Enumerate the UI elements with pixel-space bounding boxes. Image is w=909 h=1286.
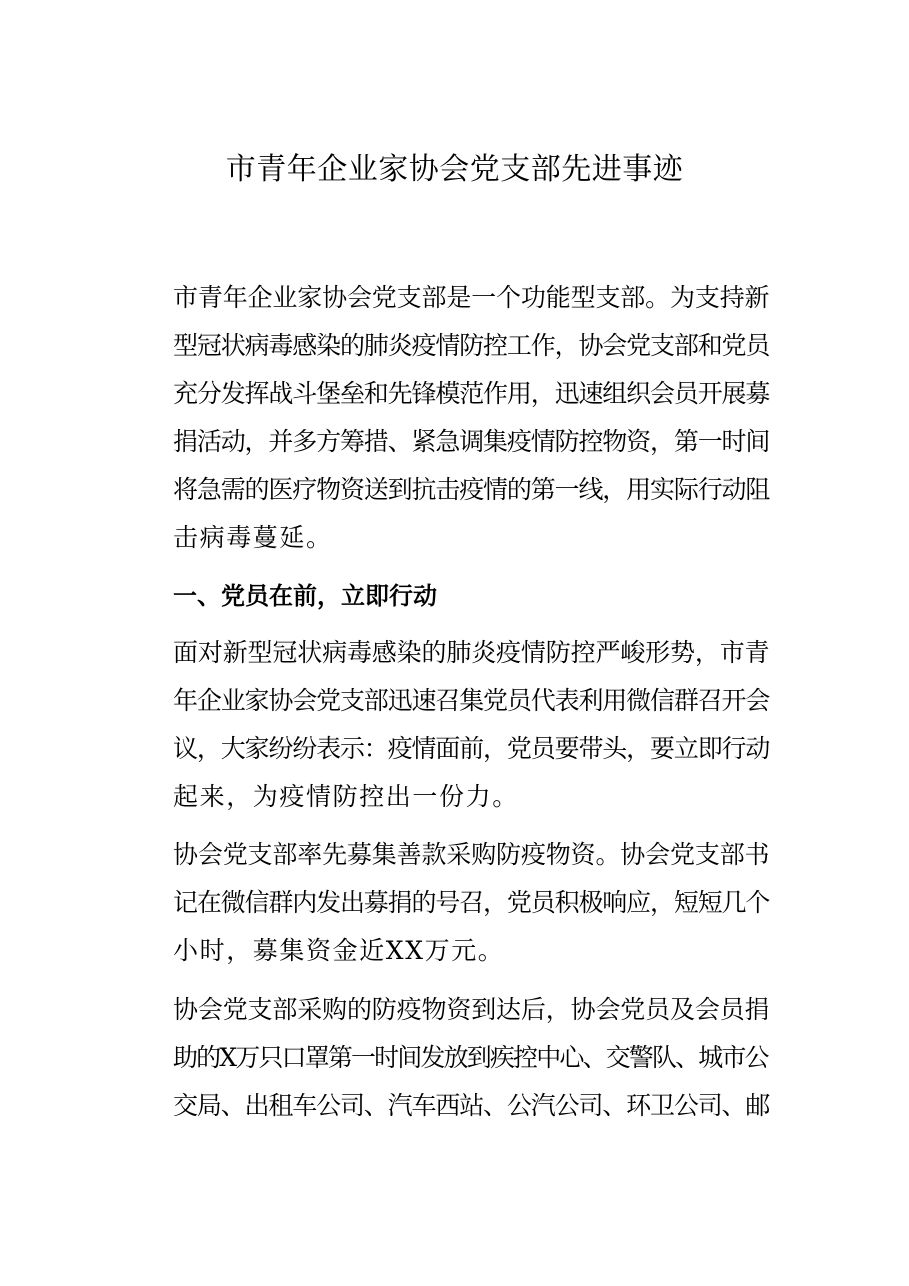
text-line: 助的X万只口罩第一时间发放到疾控中心、交警队、城市公 [173, 1043, 768, 1072]
text-line: 协会党支部率先募集善款采购防疫物资。协会党支部书 [173, 840, 770, 869]
document-title: 市青年企业家协会党支部先进事迹 [225, 152, 684, 187]
paragraph-intro [140, 274, 772, 562]
text-line: 协会党支部采购的防疫物资到达后，协会党员及会员捐 [173, 995, 770, 1024]
text-line: 起来，为疫情防控出一份力。 [173, 782, 519, 811]
text-line: 议，大家纷纷表示：疫情面前，党员要带头，要立即行动 [173, 734, 770, 763]
text-line: 记在微信群内发出募捐的号召，党员积极响应，短短几个 [173, 888, 770, 917]
text-line: 面对新型冠状病毒感染的肺炎疫情防控严峻形势，市青 [173, 638, 770, 667]
paragraph-distribution [140, 986, 772, 1130]
text-line: 小时，募集资金近XX万元。 [173, 936, 505, 965]
text-line: 交局、出租车公司、汽车西站、公汽公司、环卫公司、邮 [173, 1091, 770, 1120]
text-line: 市青年企业家协会党支部是一个功能型支部。为支持新 [173, 283, 770, 312]
paragraph-fundraising [140, 831, 772, 975]
section-heading: 一、党员在前，立即行动 [173, 582, 437, 610]
text-line: 型冠状病毒感染的肺炎疫情防控工作，协会党支部和党员 [173, 331, 770, 360]
text-line: 击病毒蔓延。 [173, 523, 333, 552]
text-line: 捐活动，并多方筹措、紧急调集疫情防控物资，第一时间 [173, 427, 770, 456]
text-line: 充分发挥战斗堡垒和先锋模范作用，迅速组织会员开展募 [173, 379, 770, 408]
text-line: 将急需的医疗物资送到抗击疫情的第一线，用实际行动阻 [173, 475, 770, 504]
paragraph-response [140, 629, 772, 821]
text-line: 年企业家协会党支部迅速召集党员代表利用微信群召开会 [173, 686, 770, 715]
